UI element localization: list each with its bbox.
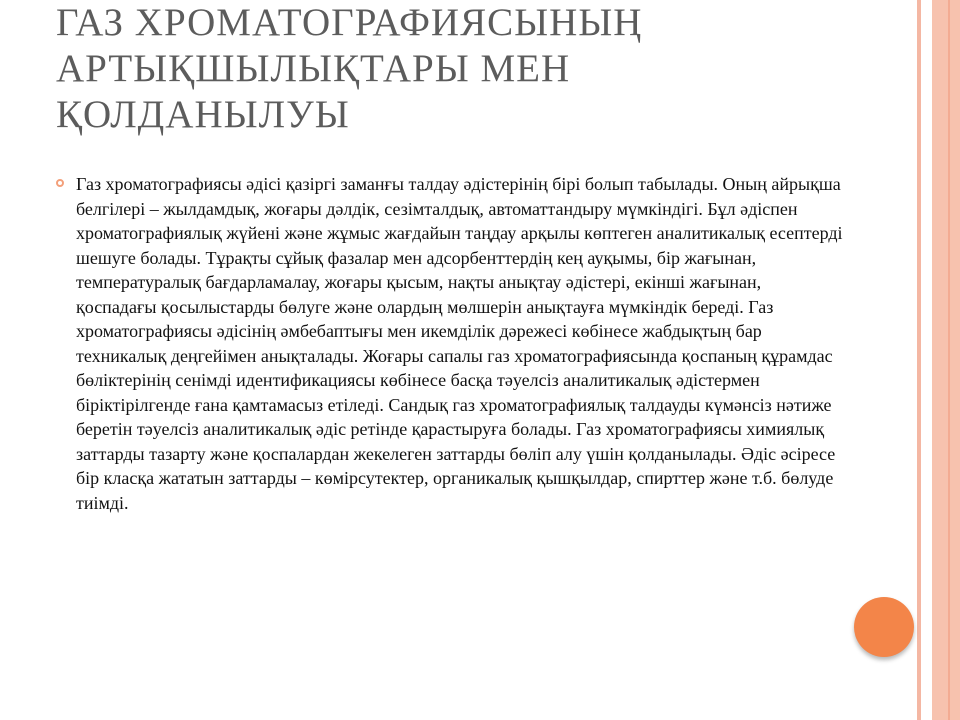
bullet-circle-icon bbox=[56, 179, 64, 187]
decorative-stripe-wide bbox=[932, 0, 960, 720]
bullet-list bbox=[56, 172, 846, 515]
decorative-stripe-thin bbox=[917, 0, 921, 720]
slide-title: ГАЗ ХРОМАТОГРАФИЯСЫНЫҢ АРТЫҚШЫЛЫҚТАРЫ МЕН ҚОЛДАНЫЛУЫ bbox=[56, 1, 643, 136]
bullet-text: Газ хроматографиясы әдісі қазіргі заманғы талдау әдістерінің бірі болып табылады. Оның айрықша белгілері – жылдамдық, жоғары дәлдік, сезімталдық, автоматтандыру мүмкіндігі. Бұл әдіспен хроматографиялық жүйені және жұмыс жағдайын таңдау арқылы көптеген аналитикалық есептерді шешуге болады. Тұрақты сұйық фазалар мен адсорбенттердің кең ауқымы, бір жағынан, температуралық бағдарламалау, жоғары қысым, нақты анықтау әдістері, екінші жағынан, қоспадағы қосылыстарды бөлуге және олардың мөлшерін анықтауға мүмкіндік береді. Газ хроматографиясы әдісінің әмбебаптығы мен икемділік дәрежесі көбінесе жабдықтың бар техникалық деңгейімен анықталады. Жоғары сапалы газ хроматографиясында қоспаның құрамдас бөліктерінің сенімді идентификациясы көбінесе басқа тәуелсіз аналитикалық әдістермен біріктірілгенде ғана қамтамасыз етіледі. Сандық газ хроматографиялық талдауды күмәнсіз нәтиже беретін тәуелсіз аналитикалық әдіс ретінде қарастыруға болады. Газ хроматографиясы химиялық заттарды тазарту және қоспалардан жекелеген заттарды бөліп алу үшін қолданылады. Әдіс әсіресе бір класқа жататын заттарды – көмірсутектер, органикалық қышқылдар, спирттер және т.б. бөлуде тиімді. bbox=[76, 174, 843, 513]
orange-circle-decoration bbox=[854, 597, 914, 657]
decorative-stripe-edge bbox=[948, 0, 950, 720]
